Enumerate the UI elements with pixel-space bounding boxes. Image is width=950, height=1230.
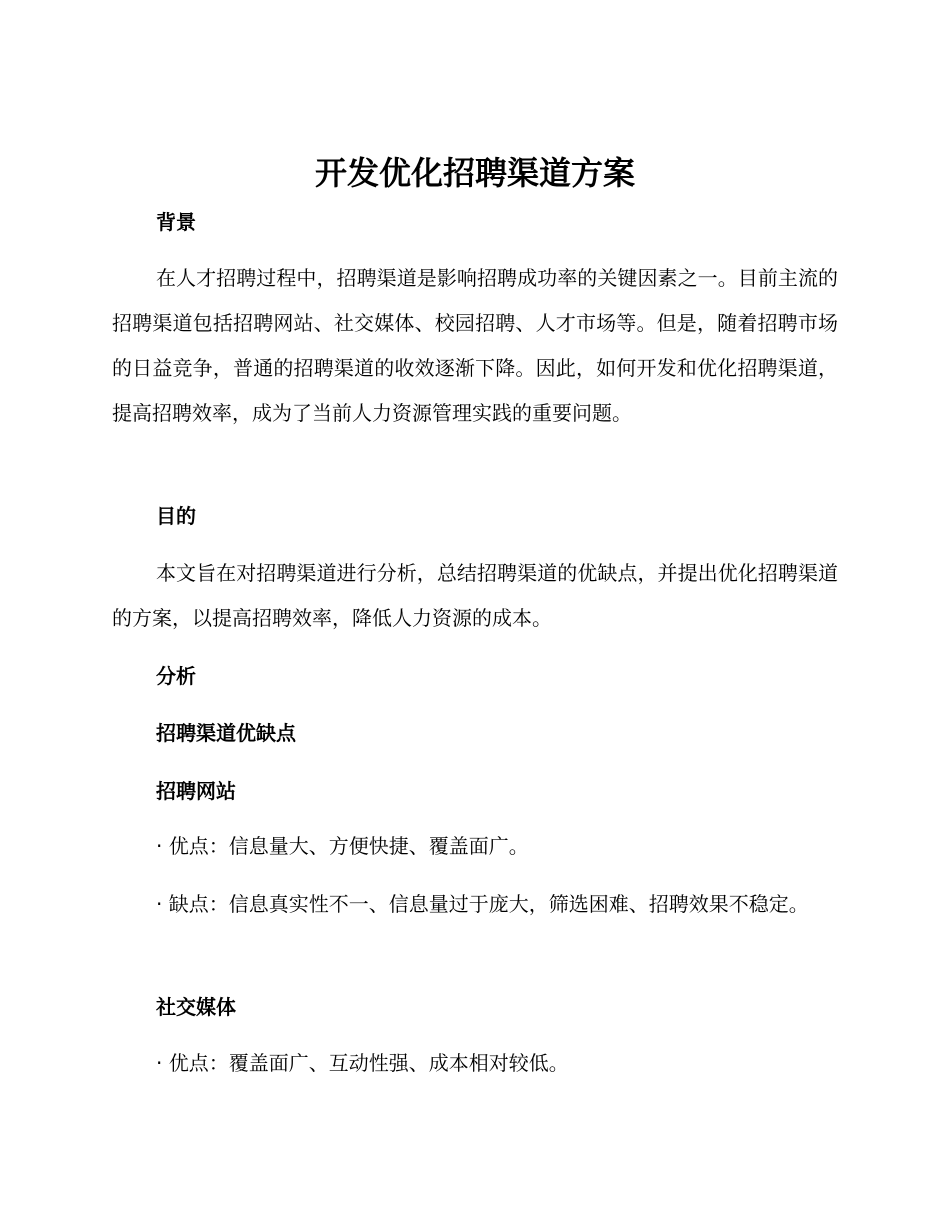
paragraph-purpose: 本文旨在对招聘渠道进行分析，总结招聘渠道的优缺点，并提出优化招聘渠道的方案，以提高招聘效率，降低人力资源的成本。 [112, 561, 838, 630]
bullet-website-pros: · 优点：信息量大、方便快捷、覆盖面广。 [156, 834, 529, 858]
bullet-website-cons: · 缺点：信息真实性不一、信息量过于庞大，筛选困难、招聘效果不稳定。 [156, 892, 809, 916]
section-heading-analysis: 分析 [156, 664, 196, 688]
paragraph-background: 在人才招聘过程中，招聘渠道是影响招聘成功率的关键因素之一。目前主流的招聘渠道包括招聘网站、社交媒体、校园招聘、人才市场等。但是，随着招聘市场的日益竞争，普通的招聘渠道的收效逐渐下降。因此，如何开发和优化招聘渠道，提高招聘效率，成为了当前人力资源管理实践的重要问题。 [112, 266, 838, 425]
subheading-pros-cons: 招聘渠道优缺点 [156, 721, 296, 745]
subheading-recruitment-website: 招聘网站 [156, 779, 236, 803]
page-title: 开发优化招聘渠道方案 [314, 154, 635, 192]
bullet-social-pros: · 优点：覆盖面广、互动性强、成本相对较低。 [156, 1051, 569, 1075]
section-heading-purpose: 目的 [156, 504, 196, 528]
section-heading-background: 背景 [156, 210, 196, 234]
subheading-social-media: 社交媒体 [156, 995, 236, 1019]
